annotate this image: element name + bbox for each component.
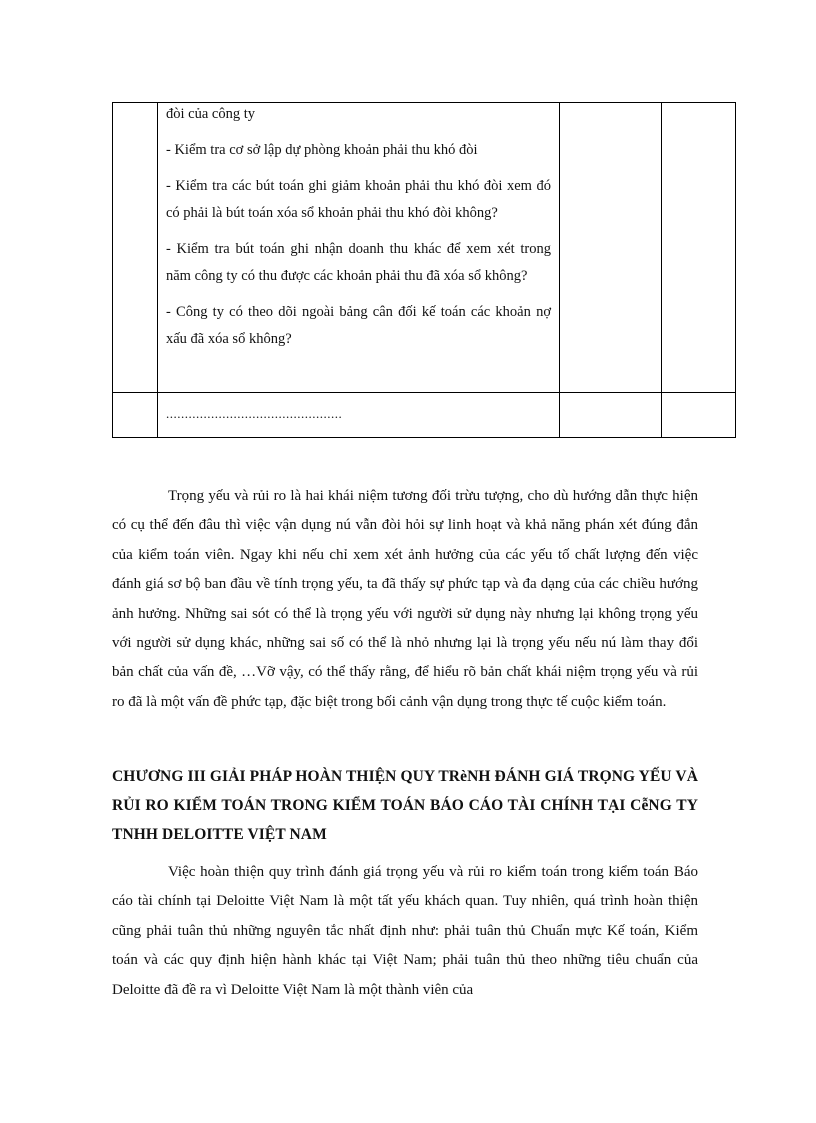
paragraph-text: Trọng yếu và rủi ro là hai khái niệm tương đối trừu tượng, cho dù hướng dẫn thực hiện có cụ thể đến đâu thì việc vận dụng nú vẫn đòi hỏi sự linh hoạt và khả năng phán xét đúng đắn của kiểm toán viên. Ngay khi nếu chỉ xem xét ảnh hưởng của các yếu tố chất lượng đến việc đánh giá sơ bộ ban đầu về tính trọng yếu, ta đã thấy sự phức tạp và đa dạng của các chiều hướng ảnh hưởng. Những sai sót có thể là trọng yếu với người sử dụng này nhưng lại không trọng yếu với người sử dụng khác, những sai số có thể là nhỏ nhưng lại là trọng yếu nếu nú làm thay đổi bản chất của vấn đề, …Vỡ vậy, có thể thấy rằng, để hiểu rõ bản chất khái niệm trọng yếu và rủi ro đã là một vấn đề phức tạp, đặc biệt trong bối cảnh vận dụng trong thực tế cuộc kiểm toán. [112,488,698,710]
body-paragraph [112,858,698,1005]
body-paragraph [112,482,698,717]
paragraph-text: Việc hoàn thiện quy trình đánh giá trọng yếu và rủi ro kiểm toán trong kiểm toán Báo cáo tài chính tại Deloitte Việt Nam là một tất yếu khách quan. Tuy nhiên, quá trình hoàn thiện cũng phải tuân thủ những nguyên tắc nhất định như: phải tuân thủ Chuẩn mực Kế toán, Kiểm toán và các quy định hiện hành khác tại Việt Nam; phải tuân thủ theo những tiêu chuẩn của Deloitte đã đề ra vì Deloitte Việt Nam là một thành viên của [112,864,698,998]
procedure-item: - Kiểm tra các bút toán ghi giảm khoản phải thu khó đòi xem đó có phải là bút toán xóa sổ khoản phải thu khó đòi không? [166,178,551,221]
table-cell-index [113,103,158,393]
table-cell-index [113,393,158,438]
procedure-item: - Kiểm tra cơ sở lập dự phòng khoản phải thu khó đòi [166,142,478,158]
table-cell-empty [560,393,662,438]
audit-procedures-table [112,102,736,438]
procedure-item: - Kiểm tra bút toán ghi nhận doanh thu khác để xem xét trong năm công ty có thu được các khoản phải thu đã xóa sổ không? [166,241,551,284]
dotted-placeholder: ............................................... [166,406,343,421]
table-cell-empty [662,393,736,438]
table-row [113,393,736,438]
table-row [113,103,736,393]
procedure-item: đòi của công ty [166,106,255,122]
chapter-heading: CHƯƠNG III GIẢI PHÁP HOÀN THIỆN QUY TRèNH ĐÁNH GIÁ TRỌNG YẾU VÀ RỦI RO KIỂM TOÁN TRONG KIỂM TOÁN BÁO CÁO TÀI CHÍNH TẠI CễNG TY TNHH DELOITTE VIỆT NAM [112,768,698,843]
table-cell-empty [560,103,662,393]
table-cell-procedures [158,103,560,393]
procedure-item: - Công ty có theo dõi ngoài bảng cân đối kế toán các khoản nợ xấu đã xóa sổ không? [166,304,551,347]
table-cell-empty [662,103,736,393]
table-cell-procedures [158,393,560,438]
